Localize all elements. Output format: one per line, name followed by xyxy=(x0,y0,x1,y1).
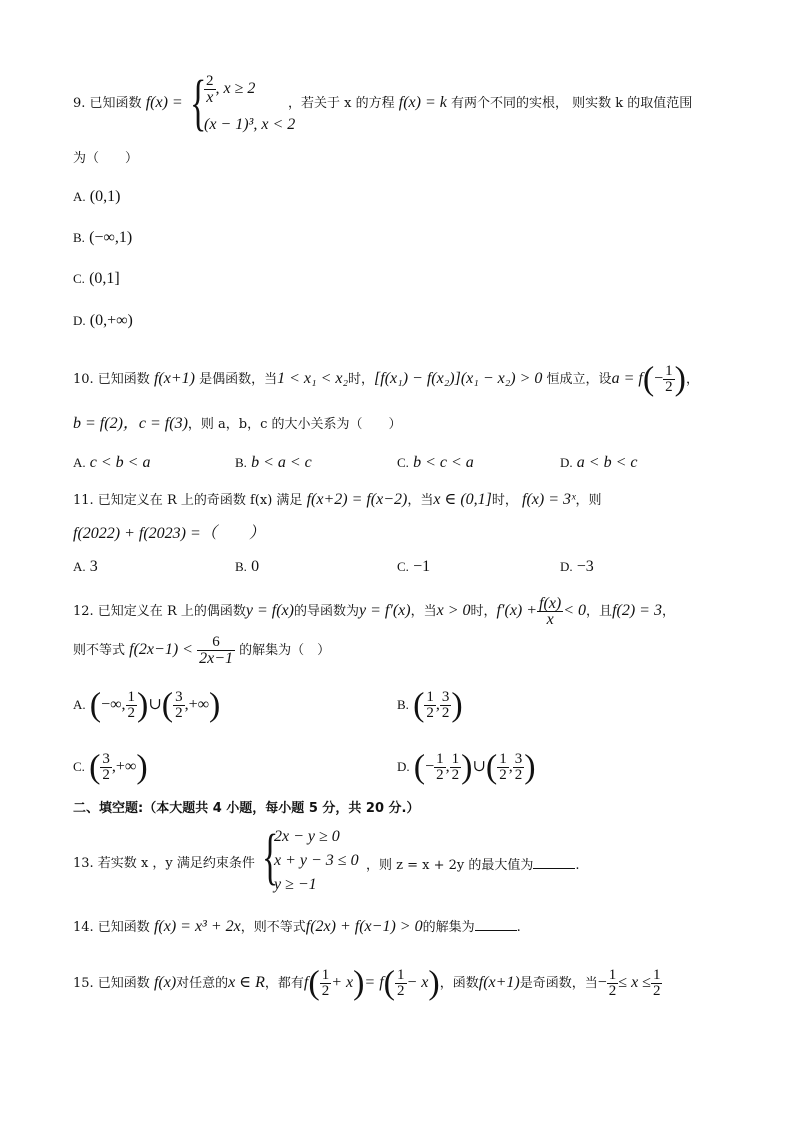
q14-def: f(x) = x³ + 2x xyxy=(153,918,241,935)
q12-optA-label: A. xyxy=(73,697,86,712)
paren-open: ( xyxy=(89,748,101,786)
q12-line-2 xyxy=(73,635,330,666)
q15-le: ≤ x ≤ xyxy=(618,974,651,991)
q15-n2: 1 xyxy=(397,967,405,983)
q15-n4: 1 xyxy=(652,967,661,983)
q12-option-d[interactable]: D. (− $\frac{1}{2}$ , $\frac{1}{2}$ )∪( $\frac{1}{2}$ , $\frac{3}{2}$ ) xyxy=(397,748,536,786)
q12-optA-cup: ∪ xyxy=(148,696,162,713)
paren-close: ) xyxy=(136,748,148,786)
q12-optA-1: −∞, xyxy=(101,696,126,713)
q9-option-c[interactable]: C. (0,1] xyxy=(73,270,120,287)
q12-line-1 xyxy=(73,596,675,627)
q11-option-b[interactable]: B. 0 xyxy=(235,558,260,575)
q10-c: ，c = f(3) xyxy=(122,415,188,432)
q11-line-1 xyxy=(73,492,602,509)
q9-line-2: 为（ ） xyxy=(73,151,139,166)
q11-option-d[interactable]: D. −3 xyxy=(560,558,594,575)
q10-b: b = f(2) xyxy=(73,415,123,432)
q14-answer-blank[interactable] xyxy=(475,918,517,931)
paren-open: ( xyxy=(485,748,498,786)
q12-optA-n2: 3 xyxy=(175,689,183,705)
q9-option-d[interactable]: D. (0,+∞) xyxy=(73,312,133,329)
paren-close: ) xyxy=(524,748,536,786)
q10-option-c[interactable]: C. b < c < a xyxy=(397,454,474,471)
q12-optD-n2: 1 xyxy=(451,751,460,767)
q9-case-2: (x − 1)³, x < 2 xyxy=(204,116,296,133)
q10-f-arg: f(x+1) xyxy=(153,370,195,387)
q10-paren-open: ( xyxy=(642,360,655,398)
q15-d1: 2 xyxy=(321,983,330,999)
q12-optD-d1: 2 xyxy=(436,767,444,783)
q12-end: ， xyxy=(661,604,675,619)
q15-plus: + x xyxy=(331,974,354,991)
q10-mid2: 时， xyxy=(348,372,375,387)
q12-optD-d2: 2 xyxy=(451,767,460,783)
q11-mid2: 时， xyxy=(491,493,518,508)
q11-option-c[interactable]: C. −1 xyxy=(397,558,431,575)
q10-start: 10. 已知函数 xyxy=(73,372,150,387)
q12-optD-cup: ∪ xyxy=(472,758,486,775)
q12-optC-2: ,+∞ xyxy=(111,758,137,775)
q12-optD-d3: 2 xyxy=(499,767,507,783)
q10-tail: ，则 a，b，c 的大小关系为（ ） xyxy=(187,417,402,432)
q10-option-a[interactable]: A. c < b < a xyxy=(73,454,151,471)
q12-optA-n1: 1 xyxy=(127,689,136,705)
q12-optA-2: ,+∞ xyxy=(184,696,210,713)
q10-line-1 xyxy=(73,360,700,398)
q15-eq: = f xyxy=(364,974,384,991)
q9-line-1 xyxy=(73,95,183,112)
q10-option-b[interactable]: B. b < a < c xyxy=(235,454,312,471)
q12-line2-den: 2x−1 xyxy=(199,650,233,667)
q12-optC-d1: 2 xyxy=(102,767,110,783)
q9-line-1b xyxy=(288,95,692,112)
paren-open: ( xyxy=(161,686,174,724)
q15-minus: − x xyxy=(406,974,429,991)
question-15 xyxy=(73,964,662,1002)
q12-optD-label: D. xyxy=(397,759,410,774)
q10-mid1: 是偶函数，当 xyxy=(199,372,278,387)
q10-ineq: [f(x₁) − f(x₂)](x₁ − x₂) > 0 xyxy=(374,370,543,387)
q9-case1-num: 2 xyxy=(206,73,214,89)
q11-tail: ，则 xyxy=(575,493,602,508)
q11-option-a[interactable]: A. 3 xyxy=(73,558,98,575)
paren-close: ) xyxy=(209,686,221,724)
q15-d4: 2 xyxy=(652,983,661,999)
q12-ineq-num: f(x) xyxy=(539,595,562,612)
q12-optA-d1: 2 xyxy=(127,705,136,721)
q12-y: y = f(x) xyxy=(245,602,294,619)
q9-option-a[interactable]: A. (0,1) xyxy=(73,188,121,205)
q12-line2-f: f(2x−1) < xyxy=(129,641,193,658)
q12-optD-n3: 1 xyxy=(499,751,507,767)
q9-option-b[interactable]: B. (−∞,1) xyxy=(73,229,133,246)
q15-mid4: 是奇函数，当 xyxy=(519,976,598,991)
q12-optD-sign: − xyxy=(425,758,435,775)
question-14 xyxy=(73,918,521,936)
q15-mid3: ，函数 xyxy=(439,976,479,991)
q13-constraint-1: 2x − y ≥ 0 xyxy=(274,828,340,845)
q9-number: 9. 已知函数 xyxy=(73,96,142,111)
q12-mid: 的导函数为 xyxy=(293,604,359,619)
q15-n1: 1 xyxy=(321,967,330,983)
q15-fx1: f(x+1) xyxy=(478,974,520,991)
q12-optC-n1: 3 xyxy=(102,751,110,767)
q12-cond: x > 0 xyxy=(436,602,471,619)
q14-tail: 的解集为 xyxy=(422,920,475,935)
q10-mid3: 恒成立，设 xyxy=(546,372,612,387)
section-fill-in-heading: 二、填空题:（本大题共 4 小题，每小题 5 分，共 20 分.） xyxy=(73,801,420,816)
q12-optB-label: B. xyxy=(397,697,409,712)
paren-close: ) xyxy=(137,686,149,724)
q9-eq: f(x) = k xyxy=(398,94,447,111)
q10-a-num: 1 xyxy=(665,363,673,379)
q12-option-b[interactable]: B. ( $\frac{1}{2}$ , $\frac{3}{2}$ ) xyxy=(397,686,463,724)
q14-ineq: f(2x) + f(x−1) > 0 xyxy=(305,918,423,935)
q10-cond: 1 < x₁ < x₂ xyxy=(277,370,349,387)
q15-fx: f(x) xyxy=(153,974,177,991)
q12-line2-a: 则不等式 xyxy=(73,643,126,658)
q15-d2: 2 xyxy=(397,983,405,999)
q12-optB-n1: 1 xyxy=(426,689,434,705)
q12-line2-num: 6 xyxy=(197,635,235,651)
q12-optD-d4: 2 xyxy=(514,767,523,783)
q10-paren-close: ) xyxy=(674,360,686,398)
q10-option-d[interactable]: D. a < b < c xyxy=(560,454,638,471)
q11-start: 11. 已知定义在 R 上的奇函数 f(x) 满足 xyxy=(73,493,303,508)
q12-start: 12. 已知定义在 R 上的偶函数 xyxy=(73,604,246,619)
q12-optD-n4: 3 xyxy=(514,751,523,767)
q15-start: 15. 已知函数 xyxy=(73,976,150,991)
paren-open: ( xyxy=(383,964,395,1002)
q9-case1-cond: , x ≥ 2 xyxy=(215,80,256,97)
q12-f2: f(2) = 3 xyxy=(612,602,662,619)
q11-eq: f(x+2) = f(x−2) xyxy=(306,491,408,508)
q9-case-1 xyxy=(204,74,255,105)
q9-brace: { xyxy=(190,69,207,137)
q12-ineq-b: < 0 xyxy=(563,602,587,619)
q10-a-def: a = f xyxy=(611,370,643,387)
q12-optB-d1: 2 xyxy=(426,705,434,721)
paren-open: ( xyxy=(413,686,425,724)
q13-end: . xyxy=(575,858,580,873)
q12-mid4: ，且 xyxy=(586,604,613,619)
q12-line2-tail: 的解集为（ ） xyxy=(239,643,331,658)
q9-case1-den: x xyxy=(206,89,214,106)
q12-option-c[interactable] xyxy=(73,748,148,786)
q12-optC-label: C. xyxy=(73,759,85,774)
q15-neg: − xyxy=(597,974,607,991)
q13-constraint-2: x + y − 3 ≤ 0 xyxy=(274,852,359,869)
q11-cond: x ∈ (0,1] xyxy=(433,491,492,508)
q9-tail: 有两个不同的实根， 则实数 k 的取值范围 xyxy=(451,96,693,111)
q13-tail: ，则 z = x + 2y 的最大值为 xyxy=(366,858,534,873)
q10-comma: ， xyxy=(686,372,700,387)
q13-brace: { xyxy=(262,823,279,891)
q12-optD-n1: 1 xyxy=(436,751,444,767)
q12-yd: y = f′(x) xyxy=(359,602,411,619)
q14-end: . xyxy=(516,920,521,935)
paren-close: ) xyxy=(353,964,365,1002)
q15-mid2: ，都有 xyxy=(264,976,304,991)
q11-line-2: f(2022) + f(2023) =（ ） xyxy=(73,525,265,542)
q13-answer-blank[interactable] xyxy=(533,856,575,869)
q12-optB-n2: 3 xyxy=(441,689,450,705)
q9-mid: ，若关于 x 的方程 xyxy=(288,96,395,111)
paren-open: ( xyxy=(413,748,426,786)
q13-start: 13. 若实数 x ，y 满足约束条件 xyxy=(73,856,255,871)
q15-cond: x ∈ R xyxy=(228,974,265,991)
paren-close: ) xyxy=(428,964,440,1002)
q12-optB-d2: 2 xyxy=(441,705,450,721)
q10-a-sign: − xyxy=(654,370,664,387)
paren-open: ( xyxy=(89,686,102,724)
q12-mid2: ，当 xyxy=(410,604,437,619)
q12-mid3: 时， xyxy=(470,604,497,619)
q11-mid: ，当 xyxy=(407,493,434,508)
q12-optA-d2: 2 xyxy=(175,705,183,721)
q13-tail-line xyxy=(366,856,580,874)
paren-open: ( xyxy=(308,964,320,1002)
q10-a-den: 2 xyxy=(665,379,673,395)
q12-option-a[interactable] xyxy=(73,686,221,724)
q15-f-a: f xyxy=(303,974,309,991)
q12-ineq-den: x xyxy=(546,611,554,628)
q13-constraint-3: y ≥ −1 xyxy=(274,876,317,893)
q15-n3: 1 xyxy=(608,967,617,983)
q15-mid: 对任意的 xyxy=(176,976,229,991)
q12-ineq-a: f′(x) + xyxy=(496,602,538,619)
paren-close: ) xyxy=(451,686,463,724)
q11-def: f(x) = 3ˣ xyxy=(522,491,576,508)
q15-d3: 2 xyxy=(608,983,617,999)
q9-fx: f(x) = xyxy=(145,94,183,111)
q14-mid: ，则不等式 xyxy=(240,920,306,935)
q14-start: 14. 已知函数 xyxy=(73,920,150,935)
q10-line-2 xyxy=(73,416,402,433)
paren-close: ) xyxy=(461,748,473,786)
